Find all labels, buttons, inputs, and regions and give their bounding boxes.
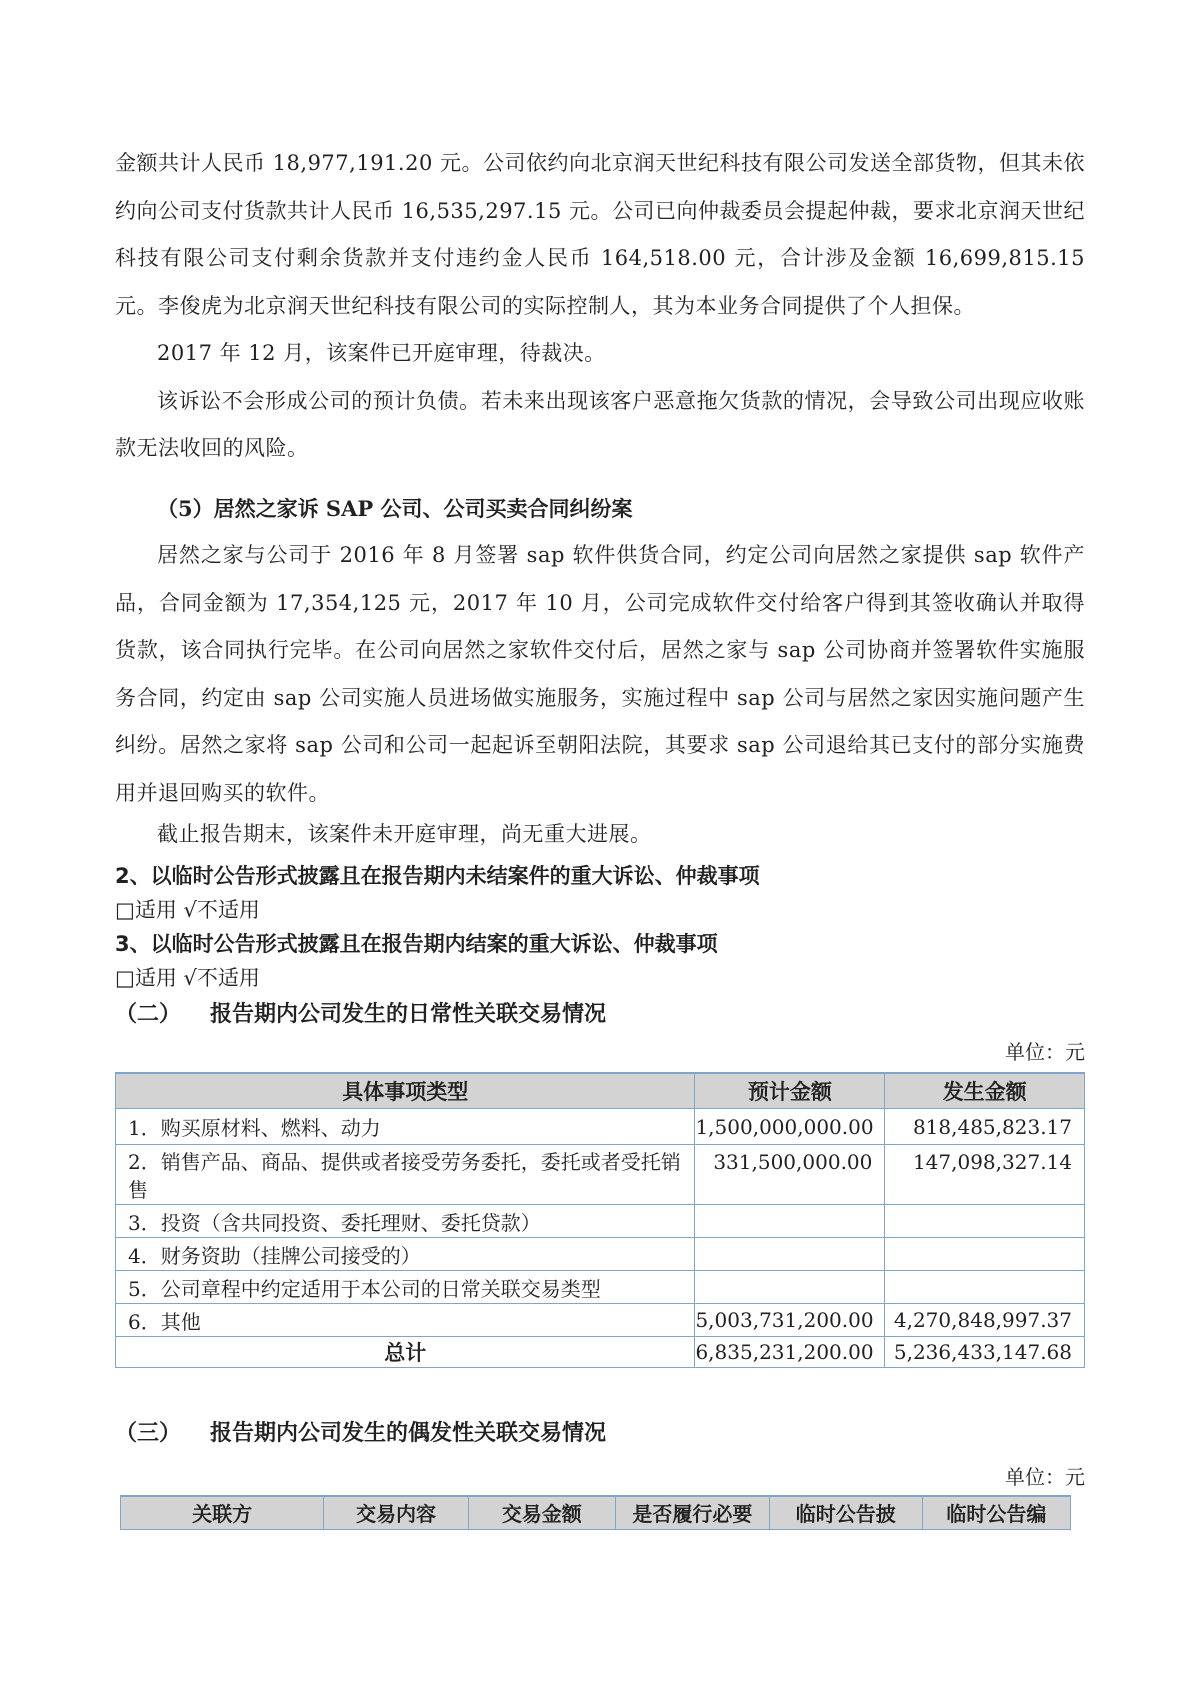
table-row: [116, 1145, 1085, 1205]
cell-actual-amount: 818,485,823.17: [885, 1109, 1085, 1145]
heading-section-3-incidental-transactions: [115, 1414, 1085, 1454]
section-2-number: （二）: [115, 1001, 182, 1027]
cell-actual-amount: 147,098,327.14: [885, 1145, 1085, 1205]
section-3-title: 报告期内公司发生的偶发性关联交易情况: [210, 1421, 607, 1446]
applicability-item-3: □适用 √不适用: [115, 965, 260, 990]
paragraph-sap-case-detail: 居然之家与公司于 2016 年 8 月签署 sap 软件供货合同，约定公司向居然之家提供 sap 软件产品，合同金额为 17,354,125 元，2017 年 10 月，公司完成软件交付给客户得到其签收确认并取得货款，该合同执行完毕。在公司向居然之家软件交付后，居然之家与 sap 公司协商并签署软件实施服务合同，约定由 sap 公司实施人员进场做实施服务，实施过程中 sap 公司与居然之家因实施问题产生纠纷。居然之家将 sap 公司和公司一起起诉至朝阳法院，其要求 sap 公司退给其已支付的部分实施费用并退回购买的软件。: [115, 543, 1085, 805]
cell-item-type: 3．投资（含共同投资、委托理财、委托贷款）: [116, 1205, 695, 1238]
table-header: [116, 1073, 1085, 1109]
section-2-title: 报告期内公司发生的日常性关联交易情况: [210, 1001, 607, 1027]
cell-expected-amount: [695, 1205, 885, 1238]
cell-total-actual: 5,236,433,147.68: [885, 1337, 1085, 1368]
cell-actual-amount: [885, 1238, 1085, 1271]
cell-total-expected: 6,835,231,200.00: [695, 1337, 885, 1368]
cell-total-label: 总计: [116, 1337, 695, 1368]
column-header-announcement-disclosure: 临时公告披: [769, 1496, 922, 1529]
column-header-announcement-number: 临时公告编: [922, 1496, 1070, 1529]
column-header-transaction-amount: 交易金额: [468, 1496, 615, 1529]
applicability-item-2: □适用 √不适用: [115, 897, 260, 922]
cell-actual-amount: [885, 1271, 1085, 1304]
paragraph-arbitration-amounts: 金额共计人民币 18,977,191.20 元。公司依约向北京润天世纪科技有限公司发送全部货物，但其未依约向公司支付货款共计人民币 16,535,297.15 元。公司已向仲裁委员会提起仲裁，要求北京润天世纪科技有限公司支付剩余货款并支付违约金人民币 164,518.00 元，合计涉及金额 16,699,815.15 元。李俊虎为北京润天世纪科技有限公司的实际控制人，其为本业务合同提供了个人担保。: [115, 151, 1085, 318]
heading-section-2-daily-transactions: [115, 995, 1085, 1035]
heading-case-5-sap-dispute: （5）居然之家诉 SAP 公司、公司买卖合同纠纷案: [157, 495, 633, 521]
table-row: [116, 1238, 1085, 1271]
column-header-item-type: 具体事项类型: [116, 1073, 695, 1109]
daily-related-transactions-table: [115, 1072, 1085, 1369]
cell-item-type: 2．销售产品、商品、提供或者接受劳务委托，委托或者受托销售: [116, 1145, 695, 1205]
table-body: [116, 1109, 1085, 1368]
incidental-related-transactions-table: [120, 1495, 1071, 1530]
column-header-related-party: 关联方: [121, 1496, 324, 1529]
table-row: [116, 1271, 1085, 1304]
table-total-row: [116, 1337, 1085, 1368]
page-content: [115, 0, 1085, 1530]
heading-item-3-closed-litigation: 3、以临时公告形式披露且在报告期内结案的重大诉讼、仲裁事项: [115, 931, 718, 956]
table-header-row: [116, 1073, 1085, 1109]
cell-expected-amount: [695, 1238, 885, 1271]
table-header: [121, 1496, 1071, 1529]
cell-expected-amount: 1,500,000,000.00: [695, 1109, 885, 1145]
column-header-actual-amount: 发生金额: [885, 1073, 1085, 1109]
cell-item-type: 1．购买原材料、燃料、动力: [116, 1109, 695, 1145]
section-3-number: （三）: [115, 1421, 182, 1446]
paragraph-risk-note: 该诉讼不会形成公司的预计负债。若未来出现该客户恶意拖欠货款的情况，会导致公司出现应收账款无法收回的风险。: [115, 388, 1085, 460]
paragraph-sap-case-status: 截止报告期末，该案件未开庭审理，尚无重大进展。: [157, 822, 652, 846]
column-header-transaction-content: 交易内容: [324, 1496, 468, 1529]
column-header-approval-procedure: 是否履行必要: [615, 1496, 769, 1529]
cell-item-type: 6．其他: [116, 1304, 695, 1337]
table-header-row: [121, 1496, 1071, 1529]
cell-expected-amount: 5,003,731,200.00: [695, 1304, 885, 1337]
unit-label-incidental-table: 单位：元: [1005, 1465, 1085, 1489]
cell-actual-amount: [885, 1205, 1085, 1238]
unit-label-daily-table: 单位：元: [1005, 1039, 1085, 1064]
table-row: [116, 1304, 1085, 1337]
column-header-expected-amount: 预计金额: [695, 1073, 885, 1109]
cell-expected-amount: [695, 1271, 885, 1304]
heading-item-2-pending-litigation: 2、以临时公告形式披露且在报告期内未结案件的重大诉讼、仲裁事项: [115, 863, 760, 888]
table-row: [116, 1205, 1085, 1238]
table-row: [116, 1109, 1085, 1145]
paragraph-hearing-status: 2017 年 12 月，该案件已开庭审理，待裁决。: [157, 341, 606, 365]
cell-item-type: 4．财务资助（挂牌公司接受的）: [116, 1238, 695, 1271]
cell-expected-amount: 331,500,000.00: [695, 1145, 885, 1205]
cell-actual-amount: 4,270,848,997.37: [885, 1304, 1085, 1337]
cell-item-type: 5．公司章程中约定适用于本公司的日常关联交易类型: [116, 1271, 695, 1304]
